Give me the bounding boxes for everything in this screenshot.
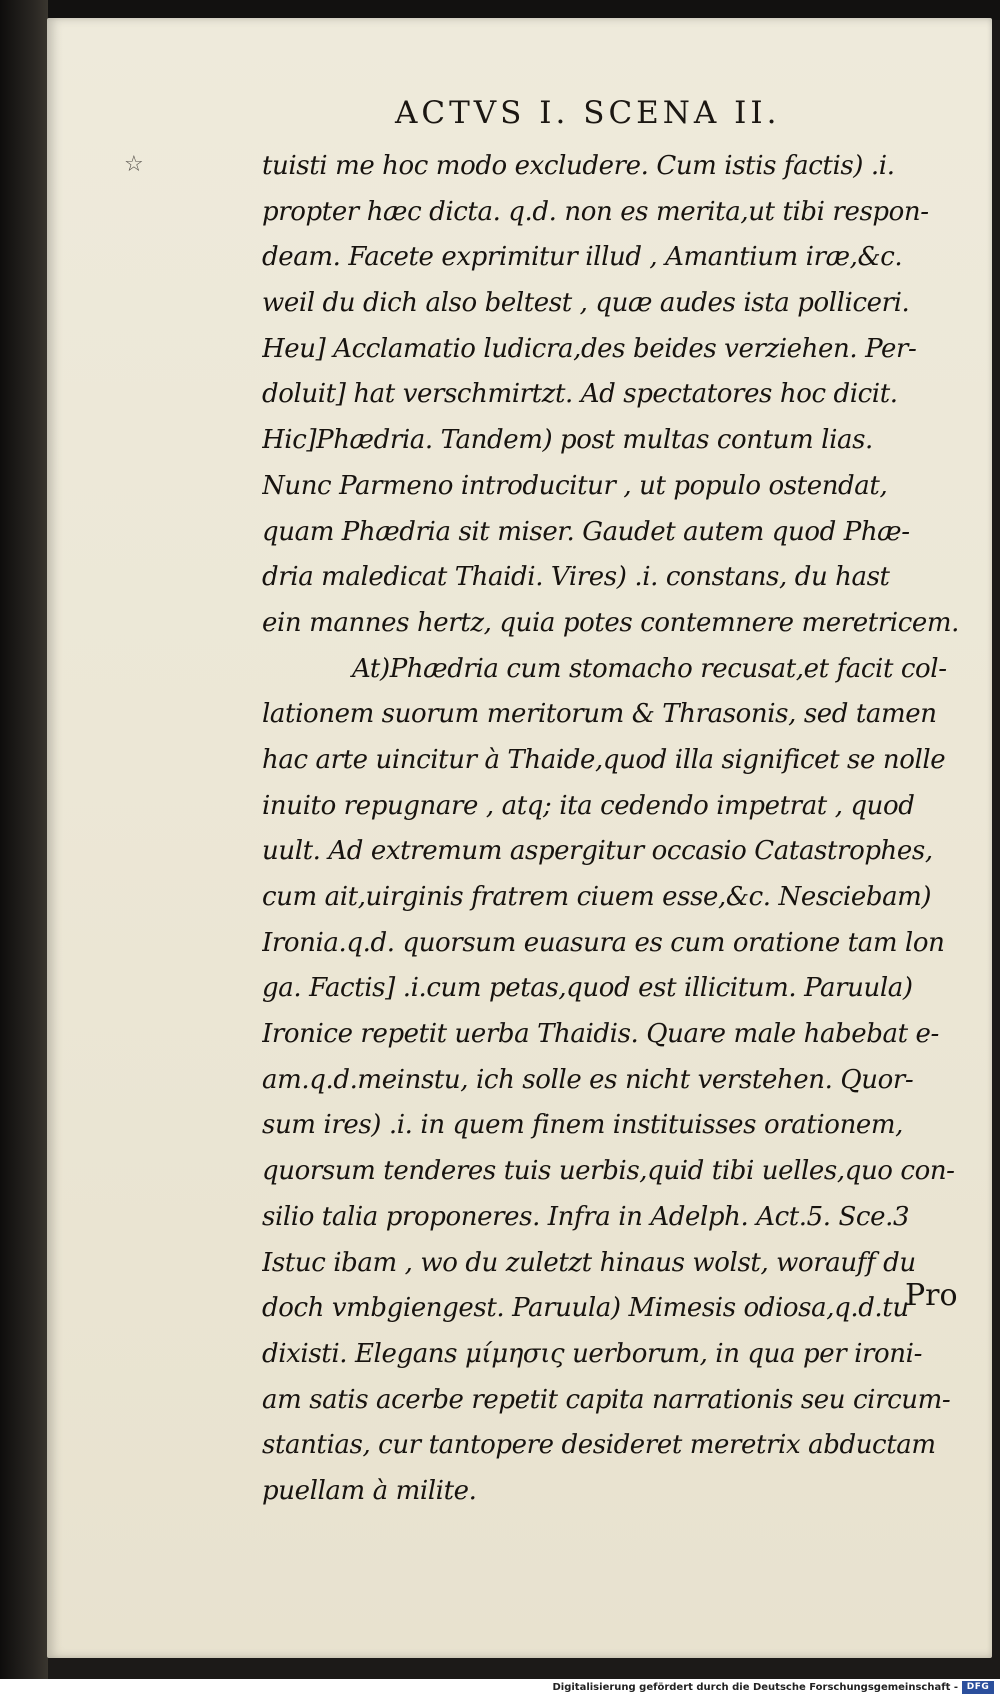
text-line: hac arte uincitur à Thaide,quod illa significet se nolle: [262, 744, 946, 775]
dfg-logo[interactable]: DFG: [962, 1681, 994, 1694]
text-line: am.q.d.meinstu, ich solle es nicht verstehen. Quor-: [262, 1064, 914, 1095]
running-head: ACTVS I. SCENA II.: [395, 95, 781, 131]
text-line: Ironice repetit uerba Thaidis. Quare male habebat e-: [262, 1019, 939, 1050]
scan-left-edge: [0, 0, 48, 1697]
funding-credit: Digitalisierung gefördert durch die Deutsche Forschungsgemeinschaft -: [552, 1682, 958, 1693]
text-line: Istuc ibam , wo du zuletzt hinaus wolst, worauff du: [262, 1247, 916, 1278]
text-line: ein mannes hertz, quia potes contemnere meretricem.: [262, 607, 959, 638]
text-line: propter hæc dicta. q.d. non es merita,ut tibi respon-: [262, 196, 929, 227]
text-line: uult. Ad extremum aspergitur occasio Catastrophes,: [262, 836, 933, 867]
text-line: ga. Factis] .i.cum petas,quod est illicitum. Paruula): [262, 973, 913, 1004]
text-line: Ironia.q.d. quorsum euasura es cum oratione tam lon: [262, 927, 945, 958]
text-line: doluit] hat verschmirtzt. Ad spectatores hoc dicit.: [262, 379, 898, 410]
text-line: weil du dich also beltest , quæ audes ista polliceri.: [262, 288, 910, 319]
text-line: quorsum tenderes tuis uerbis,quid tibi uelles,quo con-: [262, 1156, 955, 1187]
scan-top-edge: [0, 0, 1000, 20]
text-line: lationem suorum meritorum & Thrasonis, sed tamen: [262, 699, 937, 730]
text-line: deam. Facete exprimitur illud , Amantium iræ,&c.: [262, 242, 903, 273]
text-line: Heu] Acclamatio ludicra,des beides verziehen. Per-: [262, 333, 917, 364]
text-line: sum ires) .i. in quem finem instituisses orationem,: [262, 1110, 904, 1141]
text-line: doch vmbgiengest. Paruula) Mimesis odiosa,q.d.tu: [262, 1293, 909, 1324]
asterisk-ornament-icon: ☆: [124, 152, 144, 177]
commentary-text: [262, 144, 962, 1515]
text-line: inuito repugnare , atq; ita cedendo impetrat , quod: [262, 790, 915, 821]
text-line: cum ait,uirginis fratrem ciuem esse,&c. Nesciebam): [262, 882, 932, 912]
text-line: Hic]Phædria. Tandem) post multas contum lias.: [262, 425, 873, 456]
text-line: silio talia proponeres. Infra in Adelph. Act.5. Sce.3: [262, 1201, 910, 1232]
text-line: tuisti me hoc modo excludere. Cum istis factis) .i.: [262, 151, 895, 181]
text-line: am satis acerbe repetit capita narrationis seu circum-: [262, 1384, 951, 1415]
text-line: dria maledicat Thaidi. Vires) .i. constans, du hast: [262, 562, 890, 593]
text-line: Nunc Parmeno introducitur , ut populo ostendat,: [262, 470, 888, 501]
text-line: quam Phædria sit miser. Gaudet autem quod Phæ-: [262, 516, 910, 547]
text-line: stantias, cur tantopere desideret meretrix abductam: [262, 1430, 936, 1461]
catchword: Pro: [905, 1278, 958, 1313]
text-line-indented: At)Phædria cum stomacho recusat,et facit col-: [352, 653, 947, 684]
text-line: dixisti. Elegans μίμησις uerborum, in qua per ironi-: [262, 1338, 922, 1369]
text-line: puellam à milite.: [262, 1475, 477, 1506]
